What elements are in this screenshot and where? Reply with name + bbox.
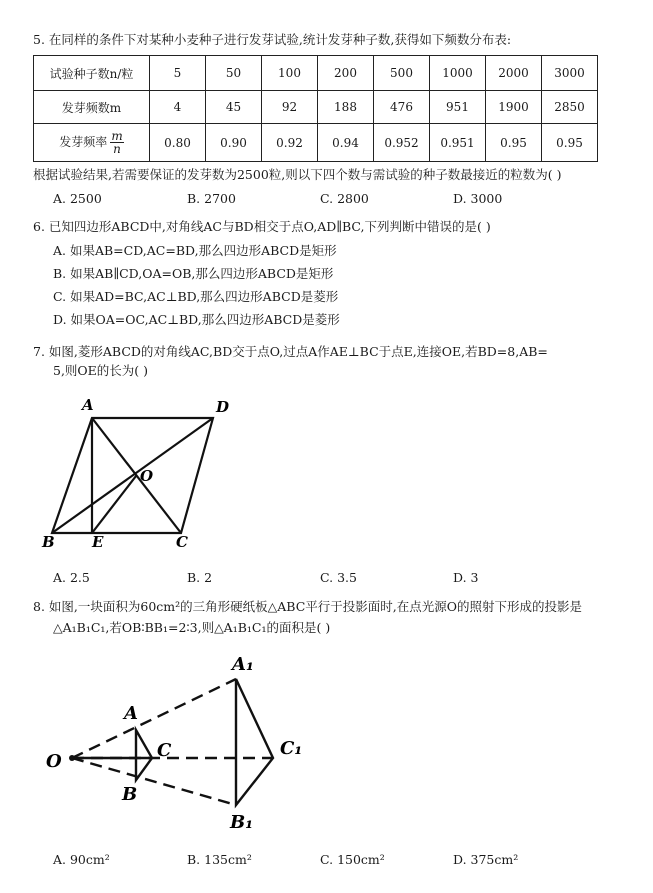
table-cell: 4 [150,91,206,124]
label-o: O [140,467,154,485]
row-label [34,124,150,162]
ray-oa1 [72,679,236,758]
q6-stem: 6. 已知四边形ABCD中,对角线AC与BD相交于点O,AD∥BC,下列判断中错误的是( ) [33,219,491,234]
table-row [34,91,598,124]
q7-option-b[interactable]: B. 2 [187,570,213,585]
label-b1: B₁ [230,812,254,833]
table-cell: 45 [206,91,262,124]
q7-stem-line2: 5,则OE的长为( ) [53,363,149,378]
table-cell: 100 [262,56,318,91]
q7-stem-line1: 7. 如图,菱形ABCD的对角线AC,BD交于点O,过点A作AE⊥BC于点E,连接OE,若BD=8,AB= [33,344,548,359]
row-label-text: 发芽频率 [59,135,108,149]
table-cell: 0.95 [542,124,598,162]
table-cell: 951 [430,91,486,124]
table-cell: 188 [318,91,374,124]
table-cell: 0.952 [374,124,430,162]
table-cell: 1000 [430,56,486,91]
q6-option-c[interactable]: C. 如果AD=BC,AC⊥BD,那么四边形ABCD是菱形 [53,289,339,304]
table-cell: 0.95 [486,124,542,162]
label-c: C [176,533,188,551]
label-e: E [92,533,104,551]
q6-option-d[interactable]: D. 如果OA=OC,AC⊥BD,那么四边形ABCD是菱形 [53,312,340,327]
q5-stem: 5. 在同样的条件下对某种小麦种子进行发芽试验,统计发芽种子数,获得如下频数分布表: [33,32,512,47]
table-cell: 200 [318,56,374,91]
table-cell: 2850 [542,91,598,124]
label-d: D [216,398,230,416]
q8-option-d[interactable]: D. 375cm² [453,852,519,867]
table-cell: 92 [262,91,318,124]
q8-option-b[interactable]: B. 135cm² [187,852,252,867]
label-b: B [122,784,138,805]
q8-stem-line1: 8. 如图,一块面积为60cm²的三角形硬纸板△ABC平行于投影面时,在点光源O的照射下形成的投影是 [33,599,582,614]
q5-option-a[interactable]: A. 2500 [53,191,102,206]
table-cell: 476 [374,91,430,124]
table-cell: 50 [206,56,262,91]
label-c: C [157,740,172,761]
table-row [34,124,598,162]
q5-option-d[interactable]: D. 3000 [453,191,503,206]
point-o [69,755,75,761]
table-row [34,56,598,91]
label-c1: C₁ [280,738,303,759]
q8-option-a[interactable]: A. 90cm² [53,852,110,867]
ray-ob1 [72,758,236,805]
projection-figure [40,650,320,835]
q8-option-c[interactable]: C. 150cm² [320,852,385,867]
table-cell: 1900 [486,91,542,124]
label-a1: A₁ [232,654,254,675]
fraction [110,130,123,155]
q7-option-d[interactable]: D. 3 [453,570,479,585]
row-label: 试验种子数n/粒 [34,56,150,91]
fraction-numerator: m [111,129,123,143]
label-a: A [82,396,94,414]
table-cell: 0.90 [206,124,262,162]
q7-option-c[interactable]: C. 3.5 [320,570,357,585]
label-o: O [46,751,62,772]
table-cell: 2000 [486,56,542,91]
q6-option-a[interactable]: A. 如果AB=CD,AC=BD,那么四边形ABCD是矩形 [53,243,337,258]
triangle-abc [136,730,152,780]
triangle-a1b1c1 [236,679,273,805]
table-cell: 5 [150,56,206,91]
frequency-table [33,55,598,162]
row-label: 发芽频数m [34,91,150,124]
table-cell: 0.94 [318,124,374,162]
rhombus-figure [40,395,260,565]
q5-followup: 根据试验结果,若需要保证的发芽数为2500粒,则以下四个数与需试验的种子数最接近的粒数为( ) [33,167,562,182]
q5-option-c[interactable]: C. 2800 [320,191,369,206]
segment-oe [92,476,136,533]
diagonal-bd [52,418,213,533]
label-b: B [42,533,55,551]
table-cell: 0.80 [150,124,206,162]
q7-option-a[interactable]: A. 2.5 [53,570,90,585]
fraction-denominator: n [113,142,121,156]
table-cell: 0.92 [262,124,318,162]
q8-stem-line2: △A₁B₁C₁,若OB∶BB₁=2∶3,则△A₁B₁C₁的面积是( ) [53,620,331,635]
q5-option-b[interactable]: B. 2700 [187,191,236,206]
q6-option-b[interactable]: B. 如果AB∥CD,OA=OB,那么四边形ABCD是矩形 [53,266,334,281]
table-cell: 0.951 [430,124,486,162]
table-cell: 500 [374,56,430,91]
table-cell: 3000 [542,56,598,91]
label-a: A [124,703,138,724]
